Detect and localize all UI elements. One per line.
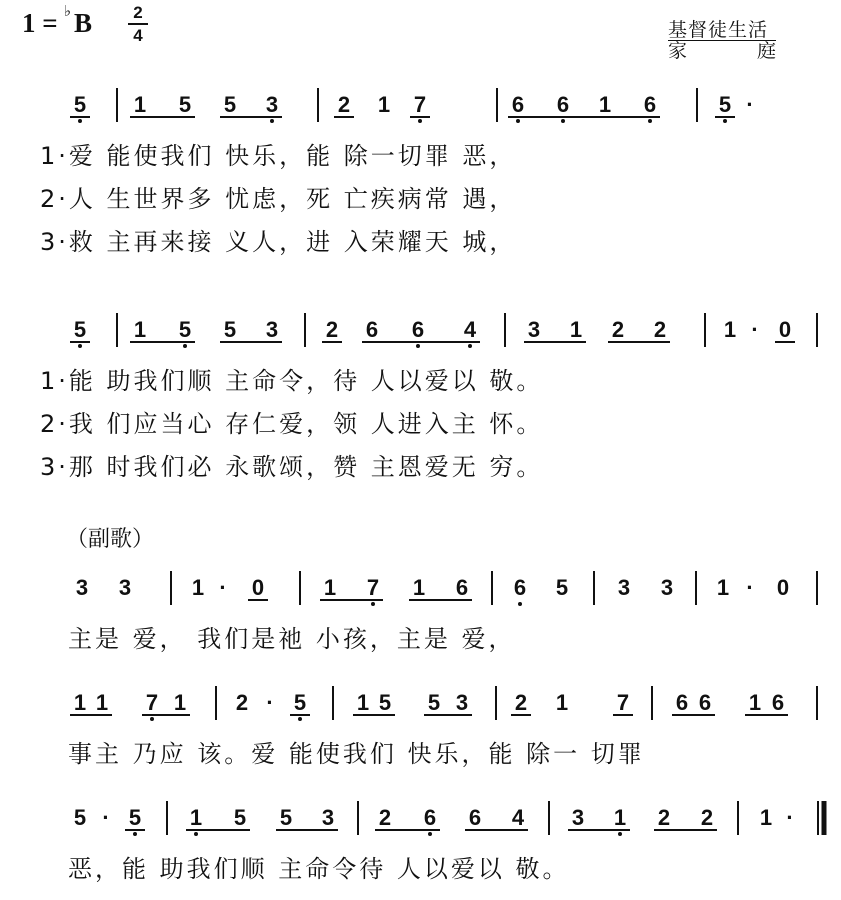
source-line-1: 基督徒生活	[668, 20, 776, 41]
note-5: 5	[427, 690, 441, 715]
note-5: 5	[178, 317, 192, 342]
low-octave-dot	[648, 119, 652, 123]
low-octave-dot	[78, 119, 82, 123]
note-0: 0	[778, 317, 792, 342]
note-2: 2	[611, 317, 625, 342]
augmentation-dot: ·	[746, 575, 754, 600]
verse-3-lyrics: 3·那 时我们必 永歌颂，赞 主恩爱无 穷。	[40, 453, 544, 481]
chorus-label: （副歌）	[66, 527, 155, 552]
note-5: 5	[178, 92, 192, 117]
low-octave-dot	[618, 832, 622, 836]
note-6: 6	[556, 92, 570, 117]
note-2: 2	[657, 805, 671, 830]
low-octave-dot	[298, 717, 302, 721]
low-octave-dot	[723, 119, 727, 123]
note-6: 6	[365, 317, 379, 342]
time-signature-bottom: 4	[133, 26, 143, 45]
system-3	[68, 571, 817, 653]
note-4: 4	[511, 805, 525, 830]
note-5: 5	[73, 92, 87, 117]
note-5: 5	[718, 92, 732, 117]
key-signature: 1 = ♭ B	[22, 4, 93, 38]
low-octave-dot	[561, 119, 565, 123]
note-7: 7	[616, 690, 630, 715]
note-1: 1	[356, 690, 370, 715]
note-7: 7	[413, 92, 427, 117]
low-octave-dot	[371, 602, 375, 606]
low-octave-dot	[516, 119, 520, 123]
verse-1-lyrics: 1·爱 能使我们 快乐，能 除一切罪 恶，	[40, 142, 517, 170]
system-4	[68, 686, 817, 768]
low-octave-dot	[133, 832, 137, 836]
note-1: 1	[133, 317, 147, 342]
time-signature-top: 2	[133, 3, 143, 22]
chorus-lyrics: 恶，能 助我们顺 主命令待 人以爱以 敬。	[68, 855, 570, 883]
low-octave-dot	[518, 602, 522, 606]
low-octave-dot	[150, 717, 154, 721]
note-6: 6	[698, 690, 712, 715]
note-3: 3	[455, 690, 469, 715]
low-octave-dot	[270, 119, 274, 123]
augmentation-dot: ·	[266, 690, 274, 715]
system-5	[68, 801, 824, 883]
note-5: 5	[128, 805, 142, 830]
note-1: 1	[598, 92, 612, 117]
note-2: 2	[337, 92, 351, 117]
low-octave-dot	[468, 344, 472, 348]
note-7: 7	[366, 575, 380, 600]
note-6: 6	[468, 805, 482, 830]
note-0: 0	[251, 575, 265, 600]
note-1: 1	[377, 92, 391, 117]
flat-sign: ♭	[64, 4, 72, 20]
system-2	[40, 313, 817, 481]
note-2: 2	[700, 805, 714, 830]
note-1: 1	[555, 690, 569, 715]
note-1: 1	[323, 575, 337, 600]
note-6: 6	[643, 92, 657, 117]
note-5: 5	[378, 690, 392, 715]
note-1: 1	[613, 805, 627, 830]
note-2: 2	[378, 805, 392, 830]
note-3: 3	[265, 92, 279, 117]
note-1: 1	[569, 317, 583, 342]
note-1: 1	[723, 317, 737, 342]
note-3: 3	[321, 805, 335, 830]
low-octave-dot	[183, 344, 187, 348]
note-3: 3	[265, 317, 279, 342]
note-1: 1	[133, 92, 147, 117]
note-1: 1	[191, 575, 205, 600]
low-octave-dot	[78, 344, 82, 348]
verse-2-lyrics: 2·人 生世界多 忧虑，死 亡疾病常 遇，	[40, 185, 517, 213]
note-5: 5	[73, 317, 87, 342]
note-1: 1	[173, 690, 187, 715]
note-7: 7	[145, 690, 159, 715]
low-octave-dot	[194, 832, 198, 836]
source-line-2-a: 家	[668, 40, 688, 62]
note-5: 5	[223, 317, 237, 342]
verse-1-lyrics: 1·能 助我们顺 主命令，待 人以爱以 敬。	[40, 367, 544, 395]
note-1: 1	[95, 690, 109, 715]
source-line-2-b: 庭	[756, 40, 776, 62]
note-3: 3	[617, 575, 631, 600]
augmentation-dot: ·	[102, 805, 110, 830]
note-1: 1	[73, 690, 87, 715]
low-octave-dot	[418, 119, 422, 123]
augmentation-dot: ·	[751, 317, 759, 342]
note-5: 5	[73, 805, 87, 830]
note-6: 6	[423, 805, 437, 830]
note-2: 2	[653, 317, 667, 342]
key-note: B	[74, 8, 93, 38]
note-3: 3	[118, 575, 132, 600]
note-1: 1	[748, 690, 762, 715]
note-5: 5	[223, 92, 237, 117]
note-3: 3	[527, 317, 541, 342]
augmentation-dot: ·	[746, 92, 754, 117]
note-1: 1	[412, 575, 426, 600]
note-2: 2	[325, 317, 339, 342]
note-6: 6	[771, 690, 785, 715]
augmentation-dot: ·	[219, 575, 227, 600]
verse-2-lyrics: 2·我 们应当心 存仁爱，领 人进入主 怀。	[40, 410, 544, 438]
note-0: 0	[776, 575, 790, 600]
note-5: 5	[293, 690, 307, 715]
chorus-lyrics: 事主 乃应 该。爱 能使我们 快乐，能 除一 切罪	[68, 740, 645, 768]
note-6: 6	[513, 575, 527, 600]
note-5: 5	[279, 805, 293, 830]
note-6: 6	[675, 690, 689, 715]
note-3: 3	[75, 575, 89, 600]
note-4: 4	[463, 317, 477, 342]
note-6: 6	[511, 92, 525, 117]
augmentation-dot: ·	[786, 805, 794, 830]
note-6: 6	[411, 317, 425, 342]
note-6: 6	[455, 575, 469, 600]
note-2: 2	[514, 690, 528, 715]
note-5: 5	[233, 805, 247, 830]
note-1: 1	[189, 805, 203, 830]
note-5: 5	[555, 575, 569, 600]
low-octave-dot	[428, 832, 432, 836]
note-1: 1	[716, 575, 730, 600]
note-1: 1	[759, 805, 773, 830]
system-1	[40, 88, 754, 256]
low-octave-dot	[416, 344, 420, 348]
verse-3-lyrics: 3·救 主再来接 义人，进 入荣耀天 城，	[40, 228, 517, 256]
note-3: 3	[660, 575, 674, 600]
note-3: 3	[571, 805, 585, 830]
chorus-lyrics: 主是 爱， 我们是祂 小孩，主是 爱，	[68, 625, 516, 653]
note-2: 2	[235, 690, 249, 715]
